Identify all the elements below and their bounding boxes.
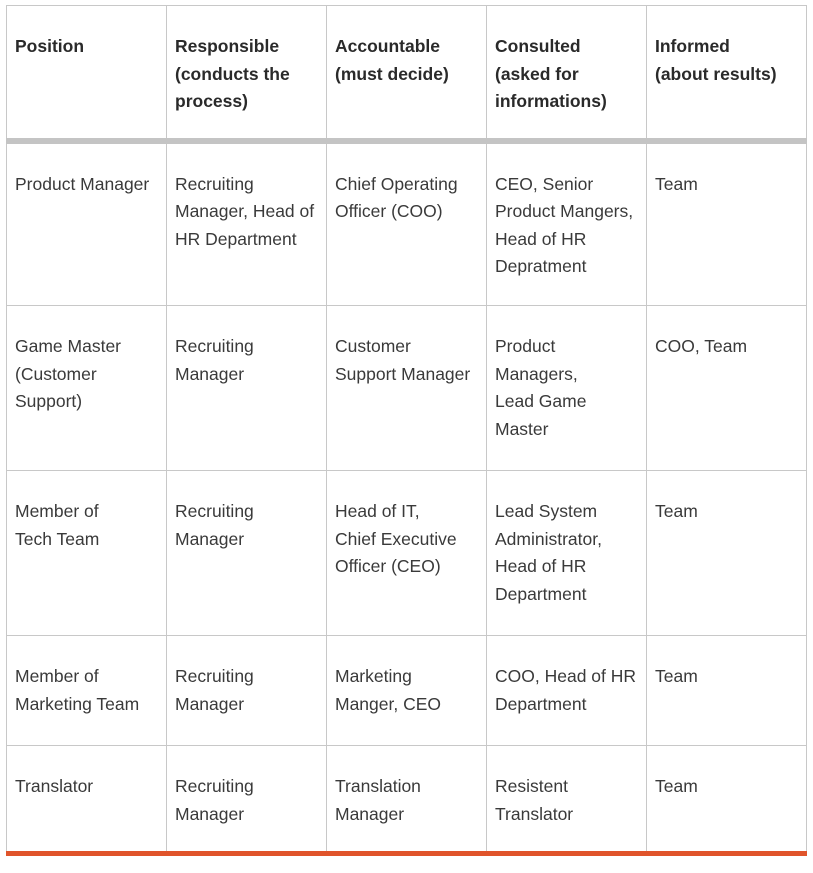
table-row xyxy=(7,306,807,471)
header-row xyxy=(7,6,807,141)
cell-accountable: Marketing Manger, CEO xyxy=(327,636,487,746)
cell-accountable: Translation Manager xyxy=(327,746,487,854)
raci-table-container xyxy=(6,5,806,856)
cell-responsible: Recruiting Manager xyxy=(167,636,327,746)
header-consulted: Consulted (asked for informations) xyxy=(487,6,647,141)
cell-consulted: Product Managers, Lead Game Master xyxy=(487,306,647,471)
table-row xyxy=(7,471,807,636)
cell-consulted: COO, Head of HR Department xyxy=(487,636,647,746)
table-row xyxy=(7,636,807,746)
header-accountable: Accountable (must decide) xyxy=(327,6,487,141)
cell-informed: Team xyxy=(647,636,807,746)
cell-informed: Team xyxy=(647,746,807,854)
cell-responsible: Recruiting Manager xyxy=(167,471,327,636)
cell-position: Member of Marketing Team xyxy=(7,636,167,746)
cell-position: Game Master (Customer Support) xyxy=(7,306,167,471)
cell-informed: Team xyxy=(647,471,807,636)
cell-accountable: Customer Support Manager xyxy=(327,306,487,471)
cell-informed: COO, Team xyxy=(647,306,807,471)
table-row xyxy=(7,746,807,854)
cell-responsible: Recruiting Manager xyxy=(167,746,327,854)
header-position: Position xyxy=(7,6,167,141)
cell-position: Member of Tech Team xyxy=(7,471,167,636)
cell-accountable: Chief Operating Officer (COO) xyxy=(327,141,487,306)
cell-informed: Team xyxy=(647,141,807,306)
raci-table xyxy=(6,5,807,856)
cell-position: Product Manager xyxy=(7,141,167,306)
cell-responsible: Recruiting Manager, Head of HR Department xyxy=(167,141,327,306)
header-responsible: Responsible (conducts the process) xyxy=(167,6,327,141)
cell-position: Translator xyxy=(7,746,167,854)
cell-consulted: CEO, Senior Product Mangers, Head of HR Depratment xyxy=(487,141,647,306)
cell-responsible: Recruiting Manager xyxy=(167,306,327,471)
cell-accountable: Head of IT, Chief Executive Officer (CEO) xyxy=(327,471,487,636)
cell-consulted: Lead System Administrator, Head of HR Department xyxy=(487,471,647,636)
header-informed: Informed (about results) xyxy=(647,6,807,141)
table-row xyxy=(7,141,807,306)
cell-consulted: Resistent Translator xyxy=(487,746,647,854)
